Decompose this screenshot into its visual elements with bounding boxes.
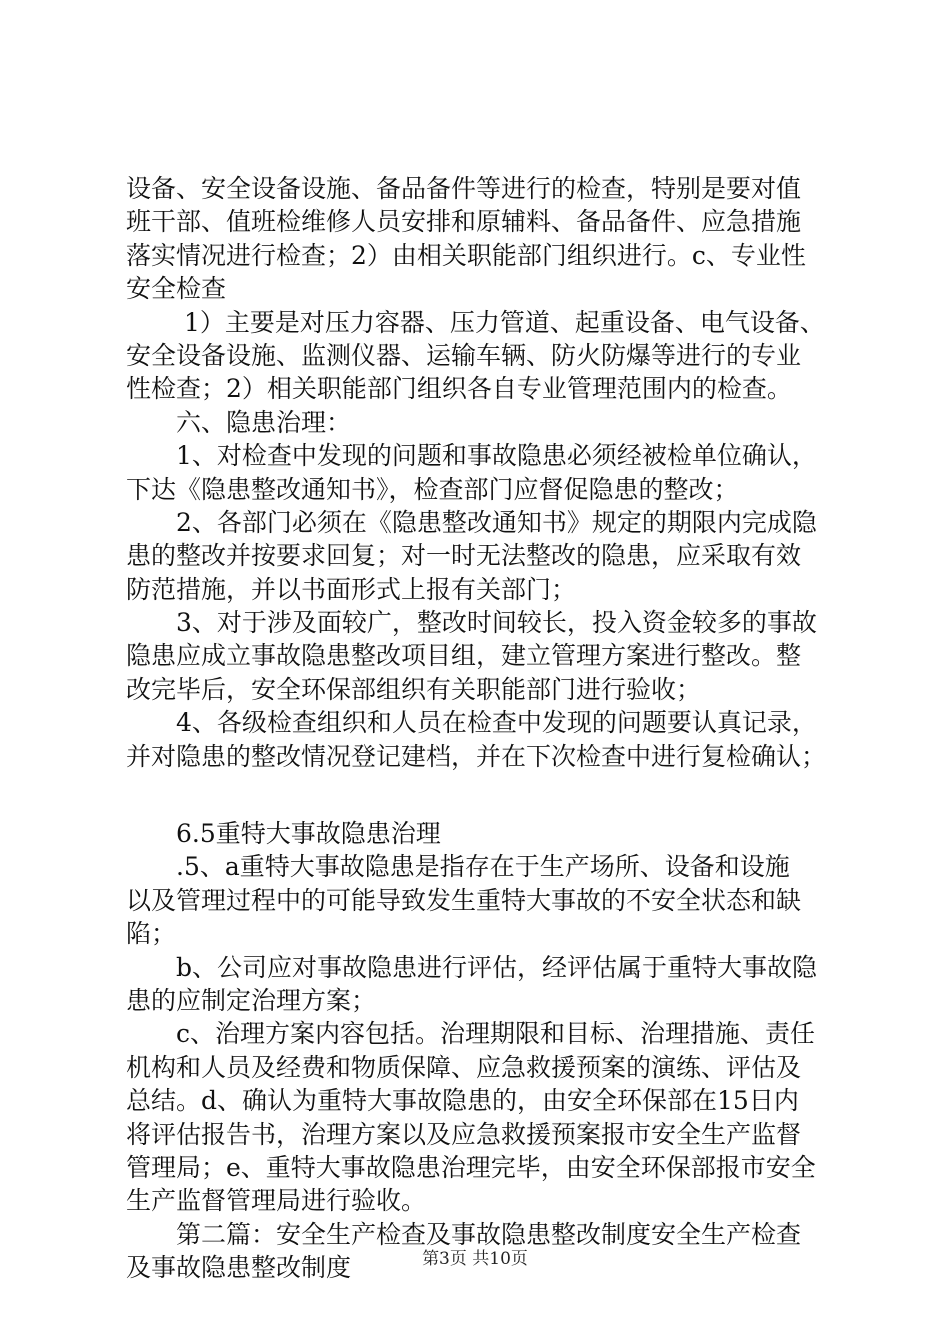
text-line: 班干部、值班检维修人员安排和原辅料、备品备件、应急措施 [126,207,802,237]
text-line: 下达《隐患整改通知书》，检查部门应督促隐患的整改； [126,474,739,504]
text-line: 安全检查 [126,274,227,304]
text-line: 隐患应成立事故隐患整改项目组，建立管理方案进行整改。整 [126,641,802,671]
text-line: 安全设备设施、监测仪器、运输车辆、防火防爆等进行的专业 [126,340,802,370]
text-line: 落实情况进行检查；2）由相关职能部门组织进行。c、专业性 [126,240,806,270]
text-line: 改完毕后，安全环保部组织有关职能部门进行验收； [126,674,702,704]
text-line: 以及管理过程中的可能导致发生重特大事故的不安全状态和缺 [126,885,802,915]
section-heading: 6.5重特大事故隐患治理 [176,819,441,849]
text-line: 1）主要是对压力容器、压力管道、起重设备、电气设备、 [184,307,825,337]
text-line: 2、各部门必须在《隐患整改通知书》规定的期限内完成隐 [176,507,817,537]
text-line: 防范措施，并以书面形式上报有关部门； [126,574,577,604]
text-line: 陷； [126,919,177,949]
text-line: 并对隐患的整改情况登记建档，并在下次检查中进行复检确认； [126,741,827,771]
text-line: 管理局；e、重特大事故隐患治理完毕，由安全环保部报市安全 [126,1152,816,1182]
text-line: 3、对于涉及面较广，整改时间较长，投入资金较多的事故 [176,608,817,638]
text-line: 总结。d、确认为重特大事故隐患的，由安全环保部在15日内 [126,1086,799,1116]
text-line: b、公司应对事故隐患进行评估，经评估属于重特大事故隐 [176,952,818,982]
text-line: 及事故隐患整改制度 [126,1253,352,1283]
text-line: 1、对检查中发现的问题和事故隐患必须经被检单位确认， [176,441,817,471]
text-line: 机构和人员及经费和物质保障、应急救援预案的演练、评估及 [126,1052,802,1082]
document-body [126,172,826,1285]
text-line: 4、各级检查组织和人员在检查中发现的问题要认真记录， [176,708,817,738]
page-number-footer: 第3页 共10页 [422,1249,528,1269]
text-line: 性检查；2）相关职能部门组织各自专业管理范围内的检查。 [126,374,792,404]
text-line: .5、a重特大事故隐患是指存在于生产场所、设备和设施 [176,852,790,882]
paragraph-gap [126,773,826,817]
section-heading: 六、隐患治理： [176,407,352,437]
text-line: 患的应制定治理方案； [126,985,377,1015]
section-heading: 第二篇：安全生产检查及事故隐患整改制度安全生产检查 [176,1219,802,1249]
text-line: c、治理方案内容包括。治理期限和目标、治理措施、责任 [176,1019,816,1049]
text-line: 生产监督管理局进行验收。 [126,1186,427,1216]
text-line: 患的整改并按要求回复；对一时无法整改的隐患，应采取有效 [126,541,802,571]
text-line: 将评估报告书，治理方案以及应急救援预案报市安全生产监督 [126,1119,802,1149]
text-line: 设备、安全设备设施、备品备件等进行的检查，特别是要对值 [126,174,802,203]
